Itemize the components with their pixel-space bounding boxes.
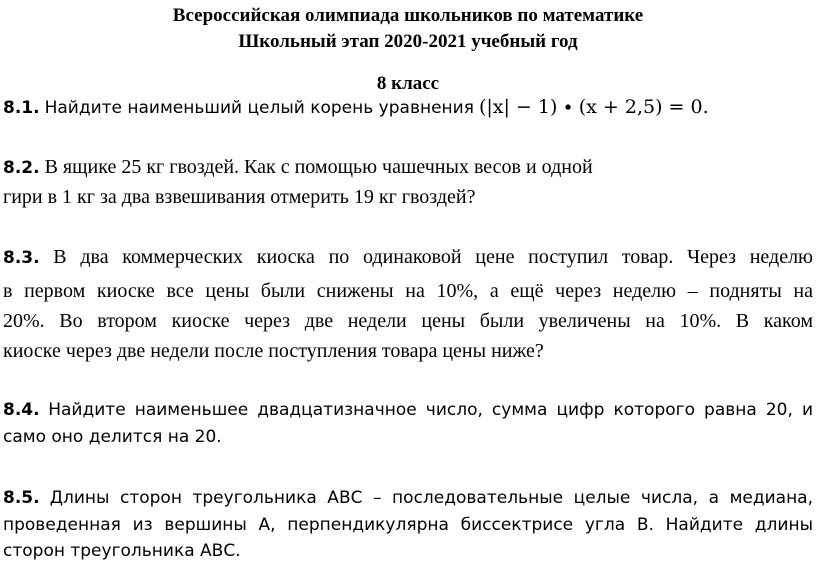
- problem-number: 8.3.: [3, 248, 40, 268]
- problem-number: 8.1.: [3, 98, 40, 118]
- problem-8-5-line-1: [3, 485, 813, 510]
- problem-text: Длины сторон треугольника АВС – последовательные целые числа, а медиана,: [49, 488, 814, 508]
- problem-number: 8.4.: [3, 400, 40, 420]
- problem-8-2-line-1: [3, 155, 593, 180]
- problem-text: В два коммерческих киоска по одинаковой цене поступил товар. Через неделю: [53, 246, 813, 268]
- olympiad-title: Всероссийская олимпиада школьников по математике: [172, 5, 644, 26]
- problem-8-3-line-4: киоске через две недели после поступления товара цены ниже?: [3, 340, 544, 362]
- problem-8-4-line-1: [3, 397, 813, 422]
- problem-8-4-line-2: само оно делится на 20.: [3, 427, 222, 447]
- problem-8-5-line-2: проведенная из вершины А, перпендикулярна биссектрисе угла В. Найдите длины: [3, 515, 813, 535]
- problem-8-3-line-3: 20%. Во втором киоске через две недели цены были увеличены на 10%. В каком: [3, 310, 813, 332]
- problem-8-3-line-2: в первом киоске все цены были снижены на 10%, а ещё через неделю – подняты на: [3, 280, 813, 302]
- problem-number: 8.2.: [3, 158, 40, 178]
- problem-8-5-line-3: сторон треугольника АВС.: [3, 541, 241, 561]
- problem-8-2-line-2: гири в 1 кг за два взвешивания отмерить 19 кг гвоздей?: [3, 186, 476, 208]
- stage-year-title: Школьный этап 2020-2021 учебный год: [238, 31, 578, 52]
- equation: (|x| − 1) ∙ (x + 2,5) = 0: [478, 96, 703, 118]
- problem-8-1: [3, 95, 709, 120]
- grade-title: 8 класс: [376, 73, 440, 94]
- problem-text: Найдите наименьший целый корень уравнения: [44, 98, 474, 118]
- equation-period: .: [702, 96, 709, 118]
- problem-8-3-line-1: [3, 245, 813, 270]
- problem-number: 8.5.: [3, 488, 40, 508]
- problem-text: Найдите наименьшее двадцатизначное число, сумма цифр которого равна 20, и: [48, 400, 813, 420]
- problem-text: В ящике 25 кг гвоздей. Как с помощью чашечных весов и одной: [44, 156, 593, 178]
